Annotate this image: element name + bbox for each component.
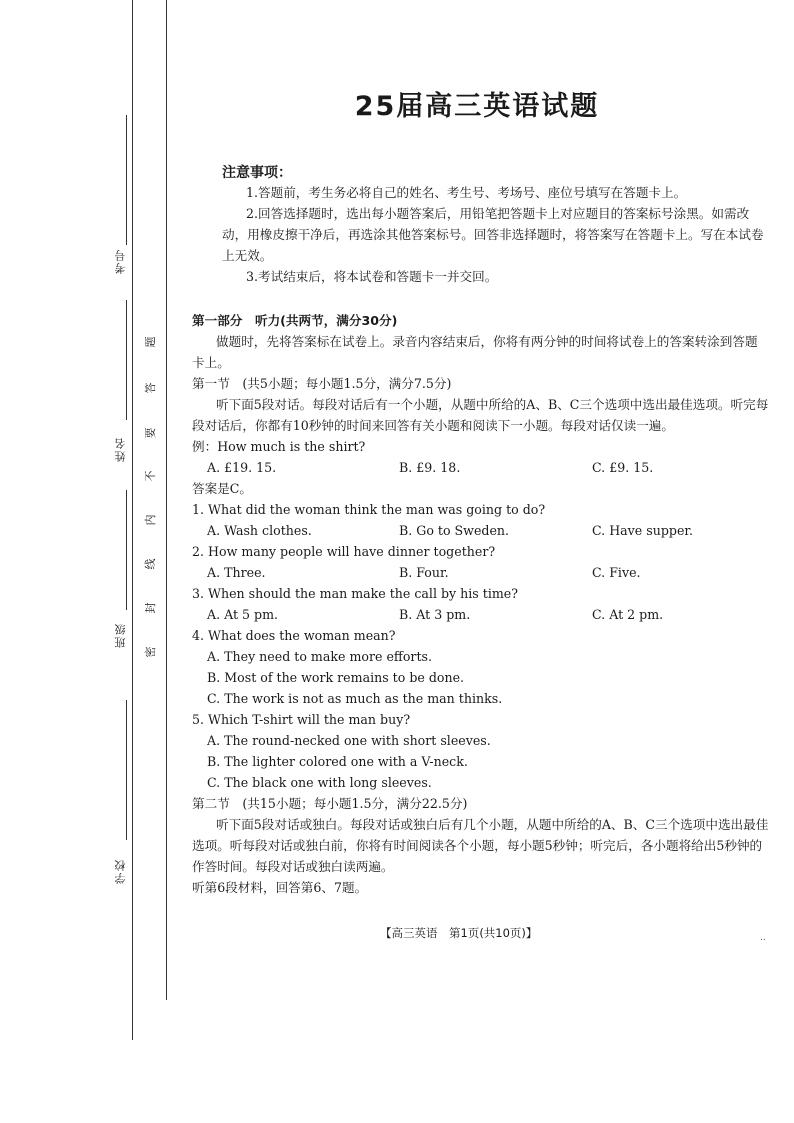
- part-one: [192, 310, 770, 898]
- option: A. Three.: [207, 565, 266, 580]
- note-item: 1.答题前，考生务必将自己的姓名、考生号、考场号、座位号填写在答题卡上。: [246, 185, 687, 200]
- class-label: 班级: [114, 622, 127, 648]
- option: A. At 5 pm.: [207, 607, 279, 622]
- option: B. Go to Sweden.: [399, 523, 510, 538]
- question: 1. What did the woman think the man was going to do?: [192, 502, 546, 517]
- option: B. Most of the work remains to be done.: [207, 670, 465, 685]
- question: 3. When should the man make the call by his time?: [192, 586, 518, 601]
- part-one-heading: 第一部分 听力(共两节，满分30分): [192, 313, 398, 328]
- option: C. The black one with long sleeves.: [207, 775, 432, 790]
- section-one-heading: 第一节 (共5小题；每小题1.5分，满分7.5分): [192, 376, 452, 391]
- option: A. Wash clothes.: [207, 523, 312, 538]
- question: 5. Which T-shirt will the man buy?: [192, 712, 411, 727]
- school-line: [126, 700, 127, 840]
- seal-char: 封: [144, 602, 157, 614]
- seal-char: 密: [144, 646, 157, 658]
- margin-rule: [166, 0, 167, 1000]
- page-footer: 【高三英语 第1页(共10页)】: [380, 926, 538, 940]
- question-options: [192, 604, 770, 625]
- seal-char: 线: [144, 558, 157, 570]
- example-question: 例：How much is the shirt?: [192, 439, 366, 454]
- notes-list: [222, 182, 770, 287]
- option: C. Five.: [592, 565, 641, 580]
- option: B. At 3 pm.: [399, 607, 471, 622]
- option: A. £19. 15.: [207, 460, 277, 475]
- seal-char: 内: [144, 514, 157, 526]
- notes-heading: 注意事项：: [222, 165, 292, 181]
- note-item: 2.回答选择题时，选出每小题答案后，用铅笔把答题卡上对应题目的答案标号涂黑。如需改动，用橡皮擦干净后，再选涂其他答案标号。回答非选择题时，将答案写在答题卡上。写在本试卷上无效。: [222, 206, 764, 263]
- note-item: 3.考试结束后，将本试卷和答题卡一并交回。: [246, 269, 498, 284]
- section-two-intro: 听下面5段对话或独白。每段对话或独白后有几个小题，从题中所给的A、B、C三个选项中选出最佳选项。听每段对话或独白前，你将有时间阅读各个小题，每小题5秒钟；听完后，各小题将给出5秒钟的作答时间。每段对话或独白读两遍。: [192, 817, 769, 874]
- part-one-intro: 做题时，先将答案标在试卷上。录音内容结束后，你将有两分钟的时间将试卷上的答案转涂到答题卡上。: [192, 334, 758, 370]
- option: A. They need to make more efforts.: [207, 649, 432, 664]
- question-options: [192, 520, 770, 541]
- question: 2. How many people will have dinner together?: [192, 544, 496, 559]
- question: 4. What does the woman mean?: [192, 628, 396, 643]
- option: B. Four.: [399, 565, 449, 580]
- question-options: [192, 562, 770, 583]
- margin-rule: [132, 0, 133, 1040]
- option: A. The round-necked one with short sleeves.: [207, 733, 491, 748]
- option: C. At 2 pm.: [592, 607, 664, 622]
- option: C. Have supper.: [592, 523, 694, 538]
- section-two-heading: 第二节 (共15小题；每小题1.5分，满分22.5分): [192, 796, 468, 811]
- scan-mark: ..: [760, 933, 766, 943]
- option: C. The work is not as much as the man thinks.: [207, 691, 503, 706]
- seal-char: 要: [144, 427, 157, 439]
- seal-char: 题: [144, 336, 157, 348]
- example-answer: 答案是C。: [192, 481, 253, 496]
- option: B. £9. 18.: [399, 460, 461, 475]
- name-label: 姓名: [114, 436, 127, 462]
- exam-number-line: [126, 115, 127, 245]
- seal-char: 答: [144, 382, 157, 394]
- material-six-instruction: 听第6段材料，回答第6、7题。: [192, 880, 368, 895]
- option: B. The lighter colored one with a V-neck.: [207, 754, 468, 769]
- seal-char: 不: [144, 470, 157, 482]
- option: C. £9. 15.: [592, 460, 654, 475]
- section-one-intro: 听下面5段对话。每段对话后有一个小题，从题中所给的A、B、C三个选项中选出最佳选项。听完每段对话后，你都有10秒钟的时间来回答有关小题和阅读下一小题。每段对话仅读一遍。: [192, 397, 769, 433]
- school-label: 学校: [114, 858, 127, 884]
- exam-title: 25届高三英语试题: [354, 91, 600, 122]
- name-line: [126, 300, 127, 420]
- exam-number-label: 考号: [114, 248, 127, 274]
- class-line: [126, 490, 127, 610]
- example-options: [192, 457, 770, 478]
